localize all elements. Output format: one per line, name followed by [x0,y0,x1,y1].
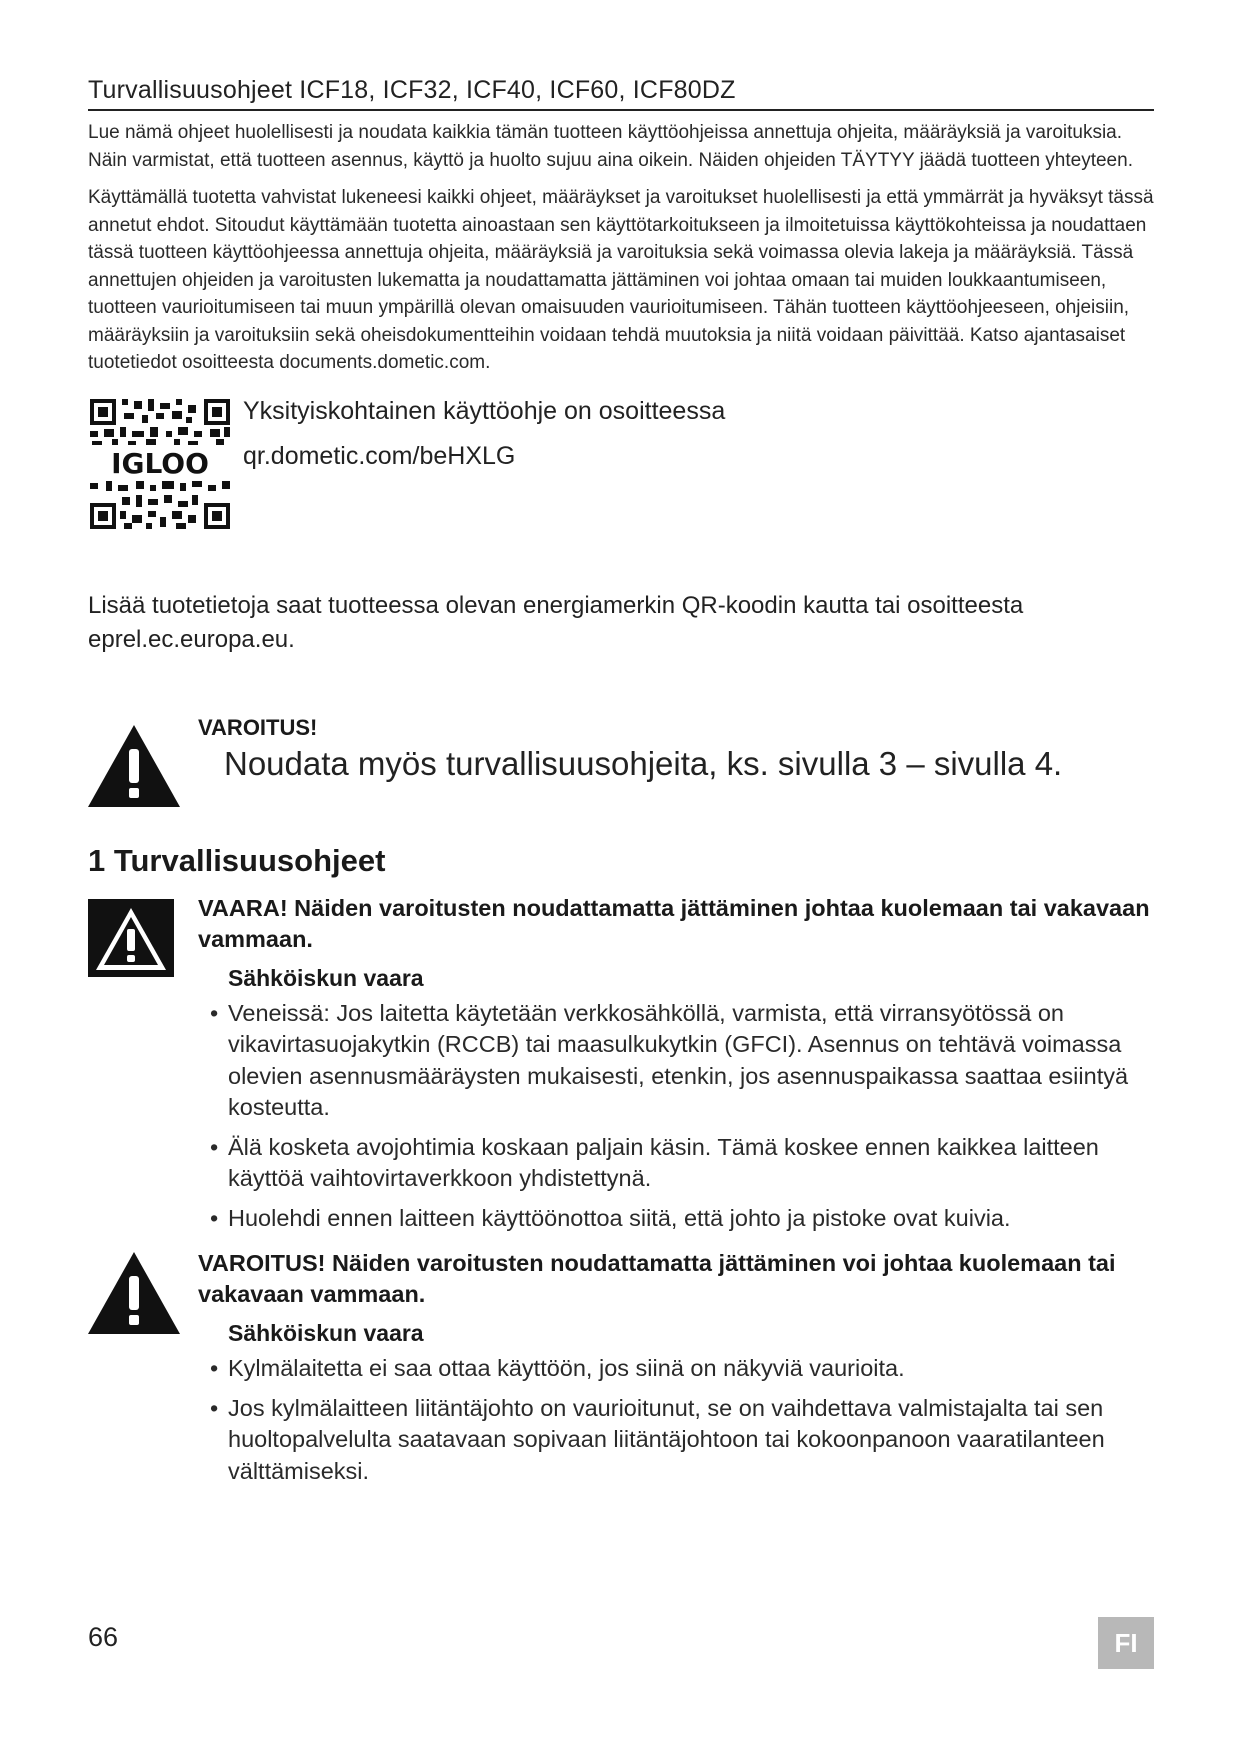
page-number: 66 [88,1622,119,1652]
warning-list [198,1353,1154,1487]
danger-subheading: Sähköiskun vaara [228,964,424,991]
qr-section [88,389,1154,539]
qr-caption-line1: Yksityiskohtainen käyttöohje on osoitteessa [243,396,726,425]
list-item: • Huolehdi ennen laitteen käyttöönottoa siitä, että johto ja pistoke ovat kuivia. [198,1203,1154,1235]
page-header: Turvallisuusohjeet ICF18, ICF32, ICF40, ICF60, ICF80DZ [88,76,1154,111]
qr-logo-text: IGLOO [111,446,209,480]
top-warning [88,715,1154,815]
warning-triangle-icon [88,1252,180,1334]
warning-triangle-icon [88,725,180,807]
warning-label: VAROITUS! [198,714,318,740]
danger-block [88,893,1154,1235]
list-item: • Jos kylmälaitteen liitäntäjohto on vaurioitunut, se on vaihdettava valmistajalta tai sen huoltopalvelulta saatavaan sopivaan liitäntäjohtoon tai kokoonpanoon vaaratilanteen välttämiseksi. [198,1393,1154,1488]
warning-heading: VAROITUS! Näiden varoitusten noudattamatta jättäminen voi johtaa kuolemaan tai vakavaan vammaan. [198,1250,1116,1307]
warning-block [88,1248,1154,1487]
language-badge: FI [1098,1617,1154,1669]
list-item: • Älä kosketa avojohtimia koskaan paljain käsin. Tämä koskee ennen kaikkea laitteen käyttöä vaihtovirtaverkkoon yhdistettynä. [198,1132,1154,1195]
intro-paragraph-2: Käyttämällä tuotetta vahvistat lukeneesi kaikki ohjeet, määräykset ja varoitukset huolellisesti ja että ymmärrät ja hyväksyt tässä annetut ehdot. Sitoudut käyttämään tuotetta ainoastaan sen käyttötarkoitukseen ja ilmoitetuissa käyttökohteissa ja noudattaen tässä tuotteen käyttöohjeessa annettuja ohjeita, määräyksiä ja varoituksia sekä voimassa olevia lakeja ja määräyksiä. Tässä annettujen ohjeiden ja varoitusten lukematta ja noudattamatta jättäminen voi johtaa omaan tai muiden loukkaantumiseen, tuotteen vaurioitumiseen tai muun ympärillä olevan omaisuuden vaurioitumiseen. Tähän tuotteen käyttöohjeeseen, ohjeisiin, määräyksiin ja varoituksiin sekä oheisdokumentteihin voidaan tehdä muutoksia ja niitä voidaan päivittää. Katso ajantasaiset tuotetiedot osoitteesta documents.dometic.com. [88,187,1154,373]
eprel-paragraph: Lisää tuotetietoja saat tuotteessa olevan energiamerkin QR-koodin kautta tai osoitteesta eprel.ec.europa.eu. [88,591,1024,653]
qr-link[interactable]: qr.dometic.com/beHXLG [243,441,516,470]
warning-subheading: Sähköiskun vaara [228,1320,424,1346]
danger-heading: VAARA! Näiden varoitusten noudattamatta jättäminen johtaa kuolemaan tai vakavaan vammaan. [198,894,1150,952]
list-item: • Veneissä: Jos laitetta käytetään verkkosähköllä, varmista, että virransyötössä on vikavirtasuojakytkin (RCCB) tai maasulkukytkin (GFCI). Asennus on tehtävä voimassa olevien asennusmääräysten mukaisesti, etenkin, jos asennuspaikassa saattaa esiintyä kosteutta. [198,998,1154,1124]
danger-sign-icon [88,899,174,977]
section-title: 1 Turvallisuusohjeet [88,842,386,878]
warning-text: Noudata myös turvallisuusohjeita, ks. sivulla 3 – sivulla 4. [224,744,1063,782]
manual-page [88,76,1154,1495]
qr-caption [243,389,725,479]
qr-code-icon[interactable] [88,397,232,531]
list-item: • Kylmälaitetta ei saa ottaa käyttöön, jos siinä on näkyviä vaurioita. [198,1353,1154,1385]
intro-paragraph-1: Lue nämä ohjeet huolellisesti ja noudata kaikkia tämän tuotteen käyttöohjeissa annettuja ohjeita, määräyksiä ja varoituksia. Näin varmistat, että tuotteen asennus, käyttö ja huolto sujuu aina oikein. Näiden ohjeiden TÄYTYY jäädä tuotteen yhteyteen. [88,122,1133,171]
danger-list [198,998,1154,1235]
